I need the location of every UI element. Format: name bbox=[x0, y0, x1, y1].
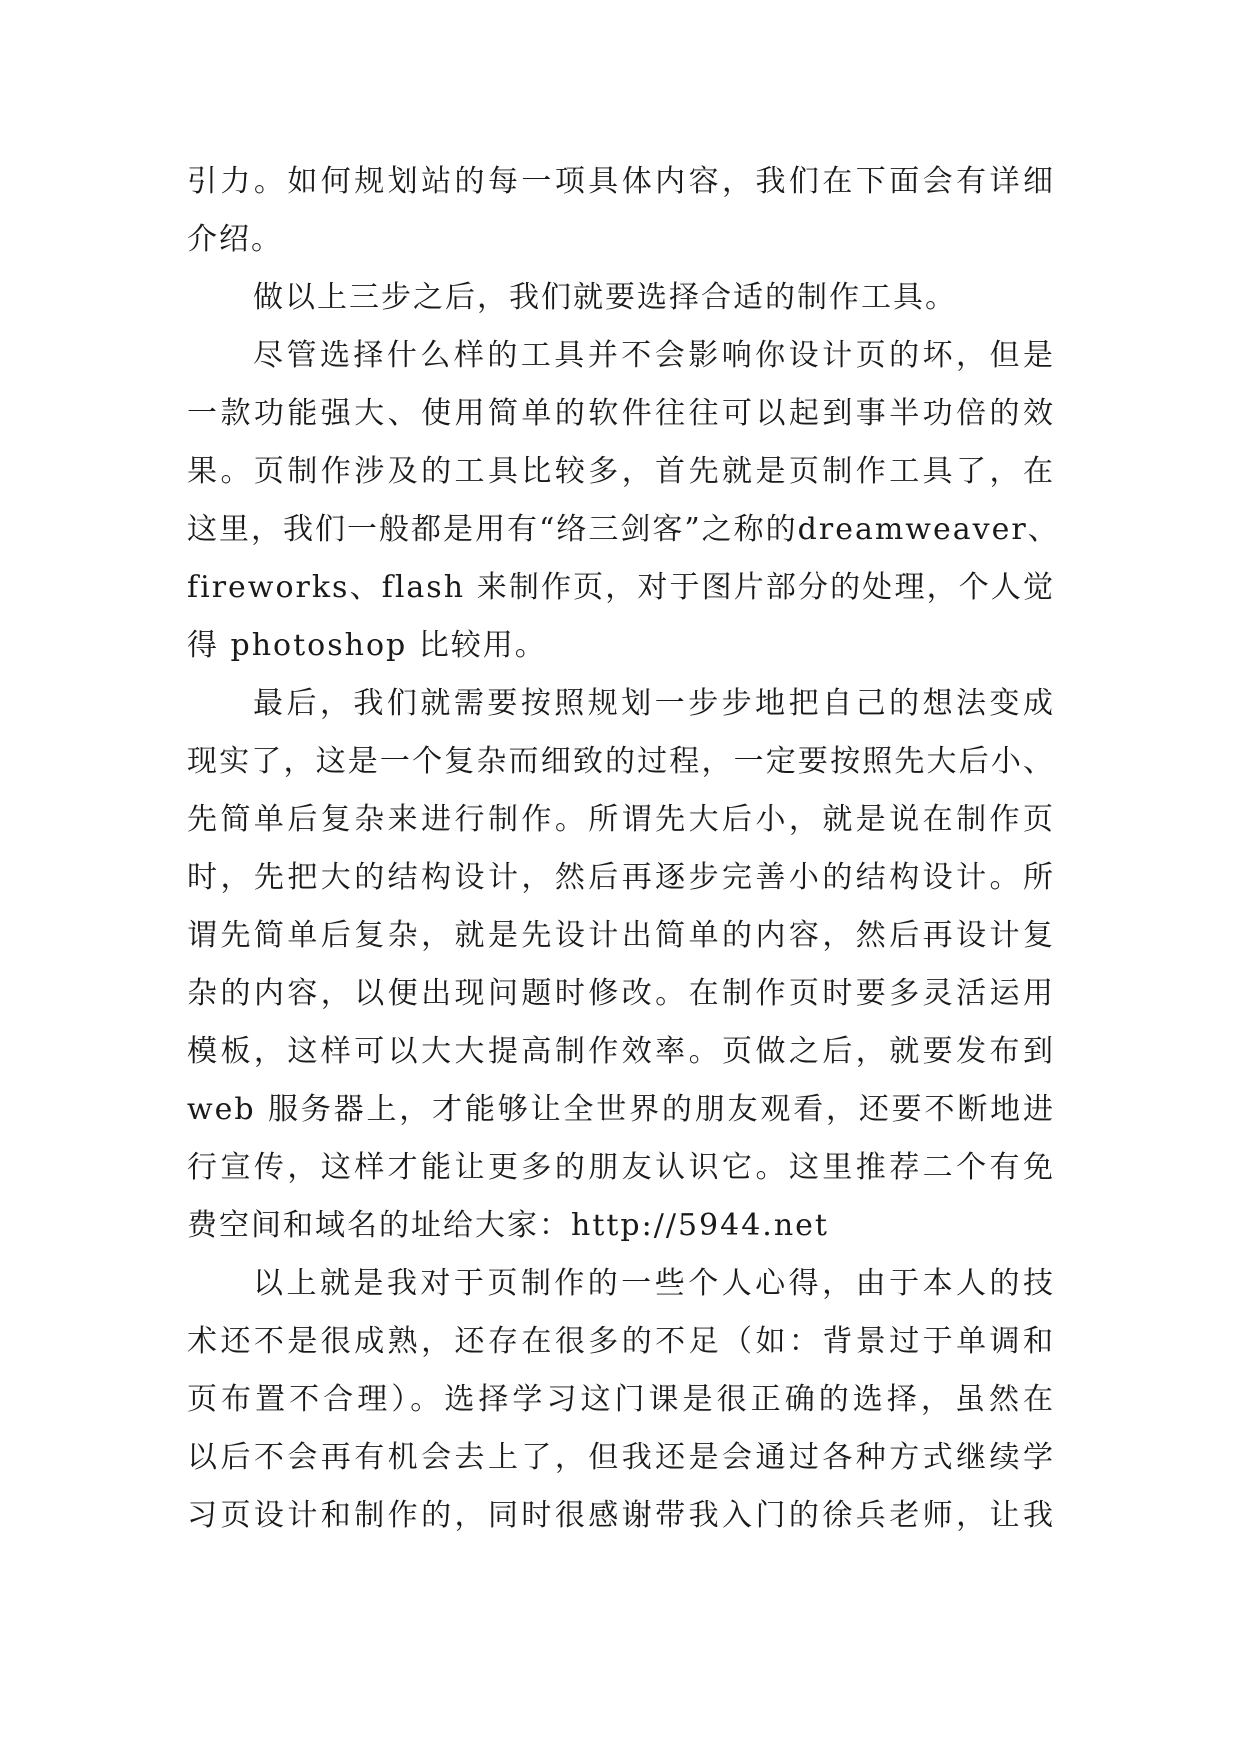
text-line: 页布置不合理）。选择学习这门课是很正确的选择，虽然在 bbox=[187, 1382, 1055, 1417]
text-line: 一款功能强大、使用简单的软件往往可以起到事半功倍的效 bbox=[187, 396, 1055, 431]
text-line: 得 photoshop 比较用。 bbox=[187, 628, 547, 663]
text-line: 费空间和域名的址给大家：http://5944.net bbox=[187, 1208, 829, 1243]
text-line: 以后不会再有机会去上了，但我还是会通过各种方式继续学 bbox=[187, 1440, 1055, 1475]
text-line: 现实了，这是一个复杂而细致的过程，一定要按照先大后小、 bbox=[187, 744, 1055, 779]
text-line: 杂的内容，以便出现问题时修改。在制作页时要多灵活运用 bbox=[187, 976, 1055, 1011]
text-line: 先简单后复杂来进行制作。所谓先大后小，就是说在制作页 bbox=[187, 802, 1055, 837]
text-line: 以上就是我对于页制作的一些个人心得，由于本人的技 bbox=[253, 1266, 1055, 1301]
text-line: 习页设计和制作的，同时很感谢带我入门的徐兵老师，让我 bbox=[187, 1498, 1055, 1533]
text-line: 尽管选择什么样的工具并不会影响你设计页的坏，但是 bbox=[253, 338, 1055, 373]
text-line: 果。页制作涉及的工具比较多，首先就是页制作工具了，在 bbox=[187, 454, 1055, 489]
text-line: 行宣传，这样才能让更多的朋友认识它。这里推荐二个有免 bbox=[187, 1150, 1055, 1185]
text-line: fireworks、flash 来制作页，对于图片部分的处理，个人觉 bbox=[187, 570, 1055, 605]
text-line: 时，先把大的结构设计，然后再逐步完善小的结构设计。所 bbox=[187, 860, 1055, 895]
text-line: 最后，我们就需要按照规划一步步地把自己的想法变成 bbox=[253, 686, 1055, 721]
text-line: web 服务器上，才能够让全世界的朋友观看，还要不断地进 bbox=[187, 1092, 1055, 1127]
text-line: 术还不是很成熟，还存在很多的不足（如：背景过于单调和 bbox=[187, 1324, 1055, 1359]
text-line: 介绍。 bbox=[187, 222, 283, 257]
text-line: 谓先简单后复杂，就是先设计出简单的内容，然后再设计复 bbox=[187, 918, 1055, 953]
text-line: 这里，我们一般都是用有“络三剑客”之称的dreamweaver、 bbox=[187, 512, 1060, 547]
text-line: 模板，这样可以大大提高制作效率。页做之后，就要发布到 bbox=[187, 1034, 1055, 1069]
text-line: 做以上三步之后，我们就要选择合适的制作工具。 bbox=[253, 280, 957, 315]
body-text bbox=[187, 153, 1060, 1545]
text-line: 引力。如何规划站的每一项具体内容，我们在下面会有详细 bbox=[187, 164, 1055, 199]
